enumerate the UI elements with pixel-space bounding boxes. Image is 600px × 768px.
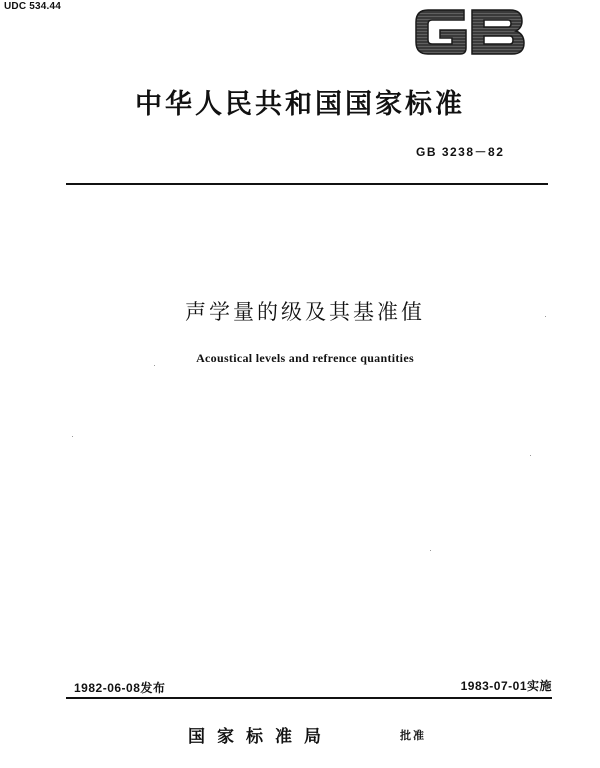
- top-divider: [66, 183, 548, 185]
- approval-label: 批准: [400, 729, 426, 742]
- scan-speck: [154, 365, 155, 366]
- document-title-chinese: 声学量的级及其基准值: [185, 300, 425, 324]
- scan-speck: [430, 550, 431, 551]
- implementation-date: 1983-07-01实施: [460, 679, 552, 693]
- document-title-english: Acoustical levels and refrence quantities: [196, 351, 414, 365]
- scan-speck: [530, 455, 531, 456]
- standard-title: 中华人民共和国国家标准: [135, 89, 465, 120]
- scan-speck: [72, 436, 73, 437]
- bottom-divider: [66, 697, 552, 699]
- issuing-authority: 国家标准局: [188, 727, 333, 747]
- issue-date: 1982-06-08发布: [74, 681, 166, 695]
- gb-logo: [410, 4, 530, 60]
- scan-speck: [545, 316, 546, 317]
- udc-code: UDC 534.44: [4, 1, 62, 12]
- standard-number: GB 3238－82: [416, 145, 505, 159]
